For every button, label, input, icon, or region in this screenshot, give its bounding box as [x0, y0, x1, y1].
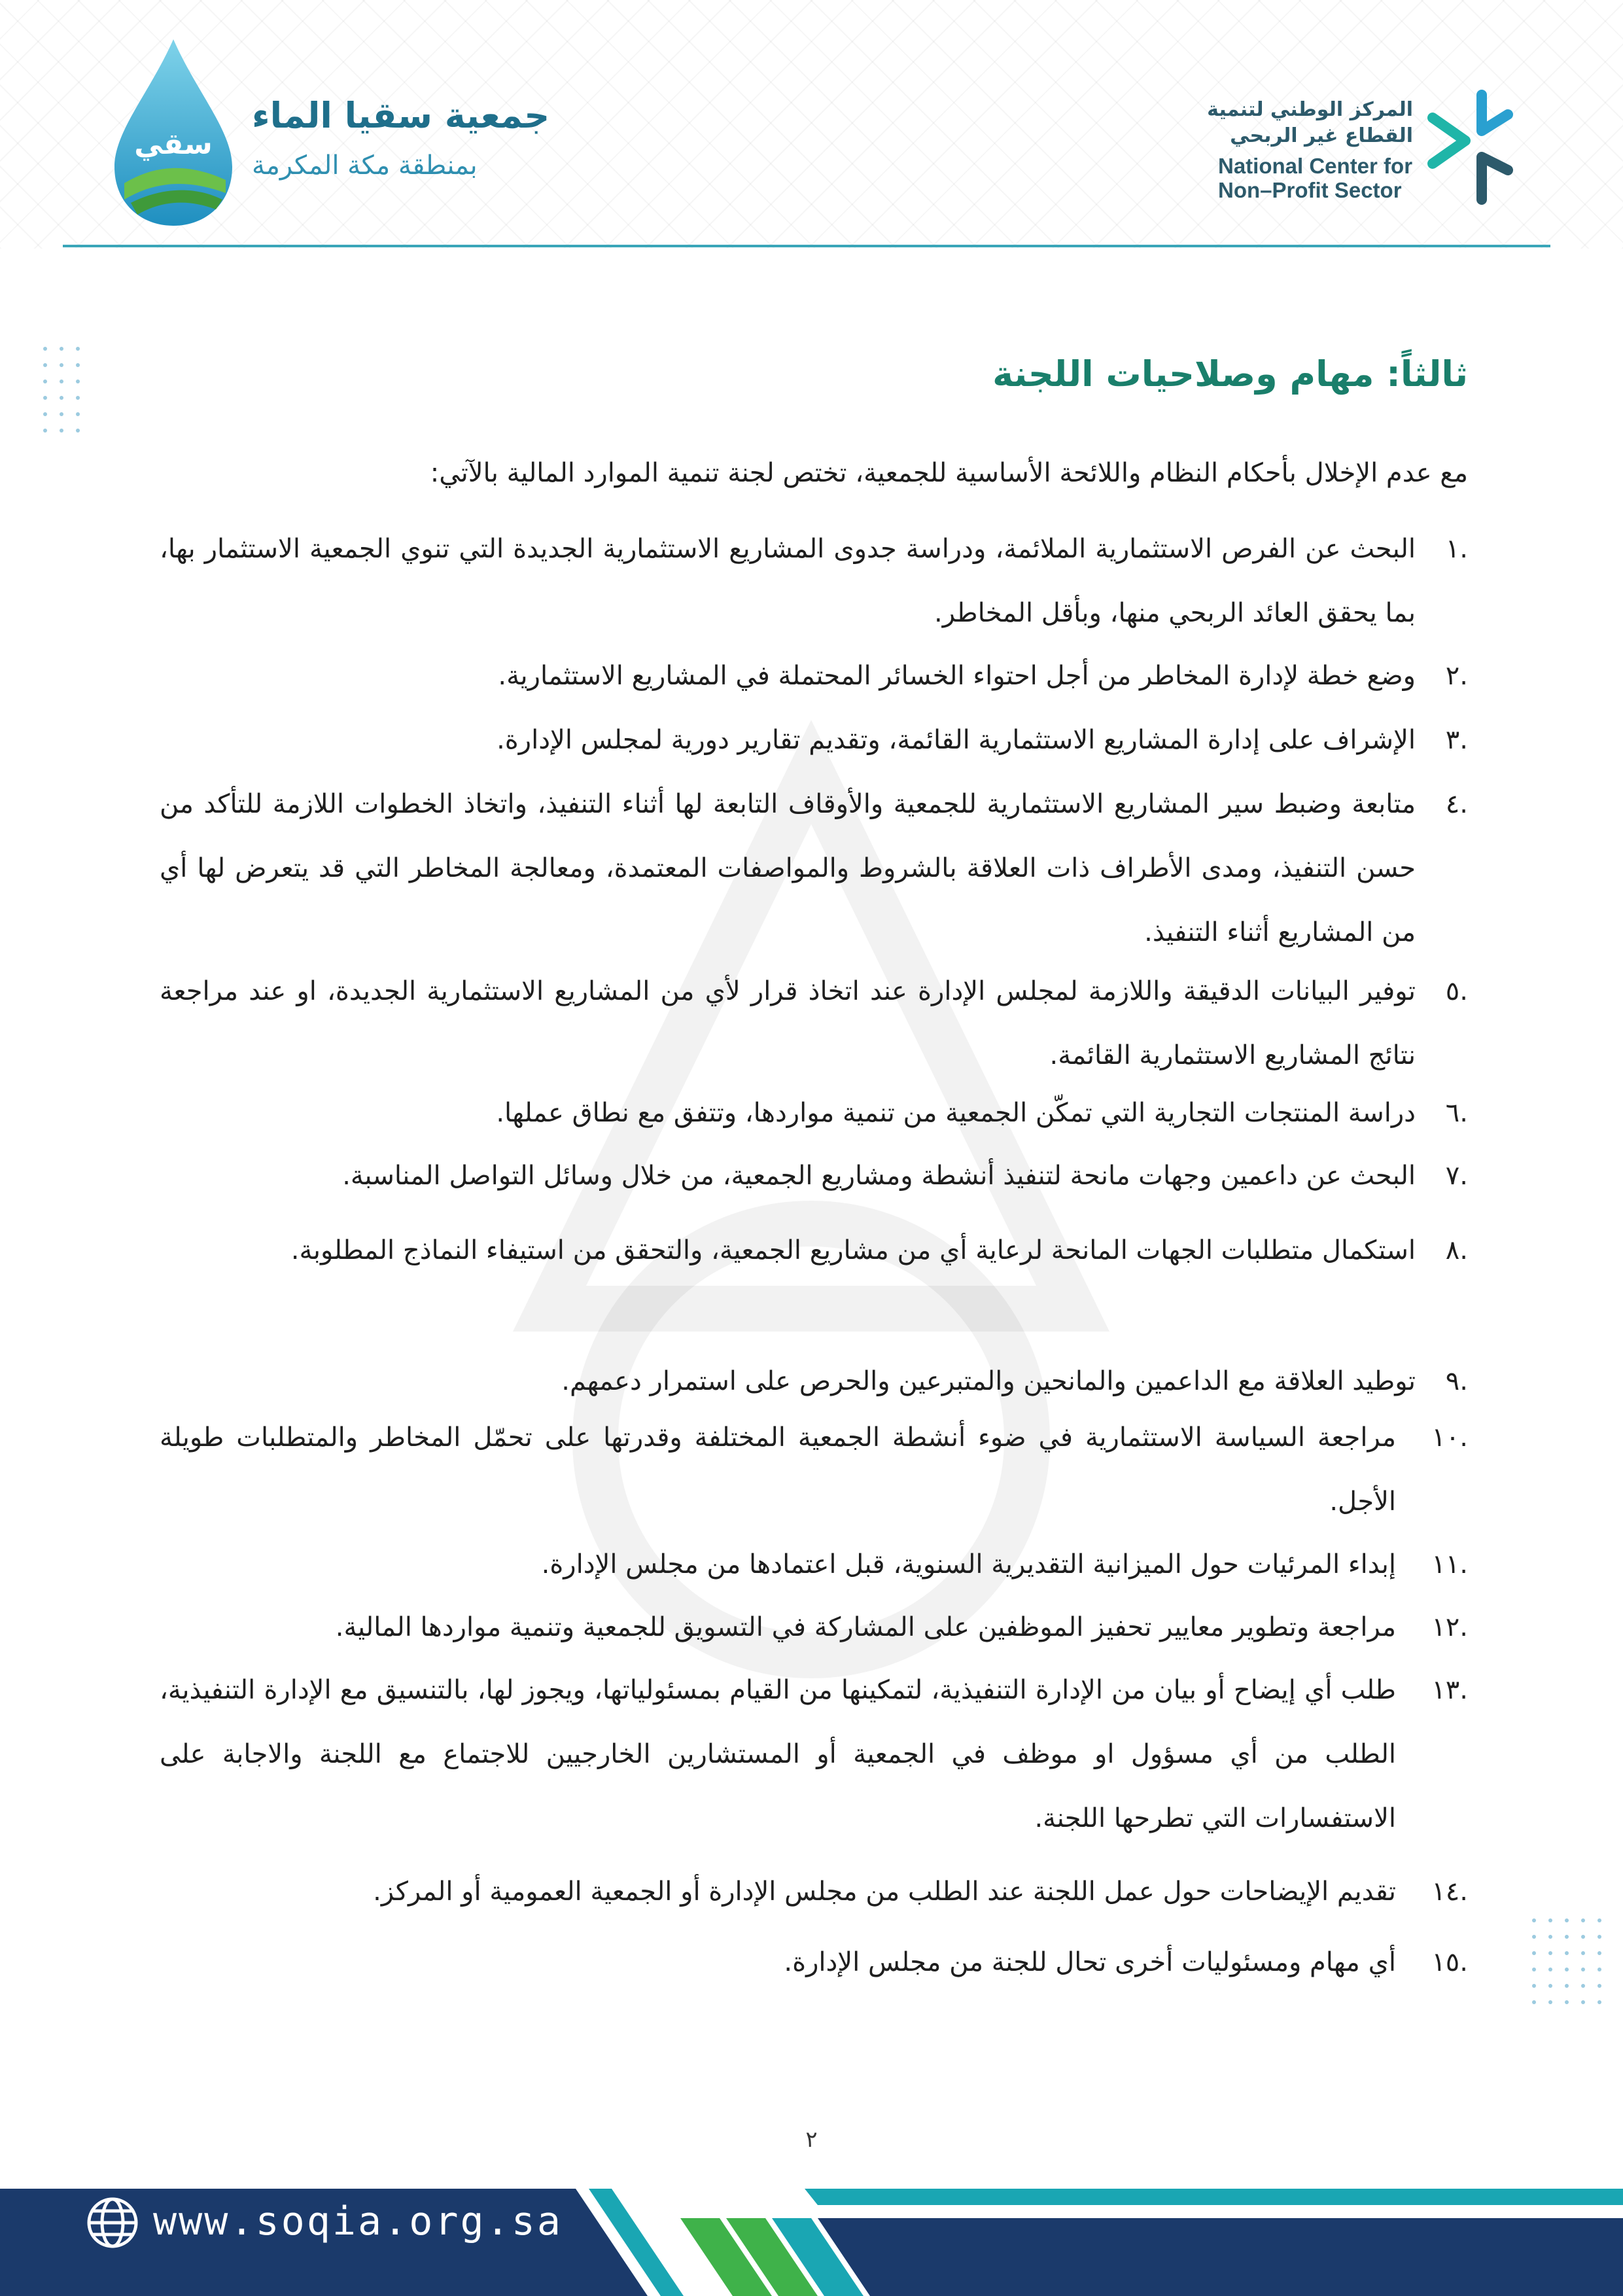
list-item-number: .٦ — [1445, 1098, 1468, 1128]
water-drop-logo-icon — [105, 33, 242, 229]
list-item — [160, 959, 1468, 1087]
list-item — [160, 1349, 1468, 1413]
list-item-number: .٣ — [1445, 725, 1468, 755]
list-item-text: دراسة المنتجات التجارية التي تمكّن الجمعية من تنمية مواردها، وتتفق مع نطاق عملها. — [496, 1098, 1416, 1128]
soqia-drop-text: سقي — [134, 128, 213, 161]
ncnp-arabic-line-1: المركز الوطني لتنمية — [1207, 98, 1413, 121]
list-item — [160, 1930, 1468, 1994]
list-item-number: .٧ — [1445, 1161, 1468, 1191]
list-item — [160, 644, 1468, 708]
list-item-text: مراجعة السياسة الاستثمارية في ضوء أنشطة الجمعية المختلفة وقدرتها على تحمّل المخاطر والمتطلبات طويلة الأجل. — [160, 1422, 1396, 1517]
soqia-region: بمنطقة مكة المكرمة — [252, 150, 478, 181]
list-item-text: مراجعة وتطوير معايير تحفيز الموظفين على المشاركة في التسويق للجمعية وتنمية مواردها المالية. — [335, 1612, 1396, 1642]
section-title: ثالثاً: مهام وصلاحيات اللجنة — [992, 353, 1468, 395]
soqia-name: جمعية سقيا الماء — [252, 95, 550, 136]
header-divider — [63, 245, 1550, 247]
website-link[interactable]: www.soqia.org.sa — [153, 2199, 563, 2244]
ncnp-english-line-1: National Center for — [1218, 154, 1413, 178]
list-item-number: .١٢ — [1431, 1612, 1468, 1642]
list-item — [160, 1860, 1468, 1924]
ncnp-arabic-line-2: القطاع غير الربحي — [1230, 124, 1413, 147]
list-item-text: وضع خطة لإدارة المخاطر من أجل احتواء الخسائر المحتملة في المشاريع الاستثمارية. — [498, 661, 1416, 691]
list-item — [160, 1081, 1468, 1145]
list-item — [160, 517, 1468, 645]
list-item-number: .١ — [1445, 534, 1468, 564]
list-item-text: طلب أي إيضاح أو بيان من الإدارة التنفيذية، لتمكينها من القيام بمسئولياتها، ويجوز لها، بالتنسيق مع الإدارة التنفيذية، الطلب من أي مسؤول او موظف في الجمعية أو المستشارين الخارجيين للاجتماع مع اللجنة والاجابة على الاستفسارات التي تطرحها اللجنة. — [160, 1675, 1396, 1833]
list-item-number: .٨ — [1445, 1235, 1468, 1265]
ncnp-english-line-2: Non–Profit Sector — [1218, 178, 1402, 202]
list-item-text: إبداء المرئيات حول الميزانية التقديرية السنوية، قبل اعتمادها من مجلس الإدارة. — [541, 1549, 1396, 1580]
list-item-text: توفير البيانات الدقيقة واللازمة لمجلس الإدارة عند اتخاذ قرار لأي من المشاريع الاستثمارية الجديدة، او عند مراجعة نتائج المشاريع الاستثمارية القائمة. — [160, 976, 1416, 1070]
list-item-text: الإشراف على إدارة المشاريع الاستثمارية القائمة، وتقديم تقارير دورية لمجلس الإدارة. — [497, 725, 1416, 755]
list-item — [160, 1144, 1468, 1208]
ncnp-mark-icon — [1420, 85, 1518, 209]
list-item-text: البحث عن الفرص الاستثمارية الملائمة، ودراسة جدوى المشاريع الاستثمارية الجديدة التي تنوي الجمعية الاستثمار بها، بما يحقق العائد الربحي منها، وبأقل المخاطر. — [160, 534, 1416, 628]
section-intro: مع عدم الإخلال بأحكام النظام واللائحة الأساسية للجمعية، تختص لجنة تنمية الموارد المالية بالآتي: — [430, 458, 1468, 488]
list-item-number: .٥ — [1445, 976, 1468, 1006]
list-item-number: .١٠ — [1431, 1422, 1468, 1453]
list-item — [160, 1595, 1468, 1659]
page-header — [0, 0, 1623, 249]
ncnp-logo — [1204, 85, 1518, 216]
list-item — [160, 772, 1468, 964]
list-item — [160, 1532, 1468, 1597]
list-item — [160, 1218, 1468, 1282]
list-item — [160, 1405, 1468, 1534]
list-item-number: .١٤ — [1431, 1877, 1468, 1907]
soqia-logo — [105, 33, 563, 236]
list-item-text: متابعة وضبط سير المشاريع الاستثمارية للجمعية والأوقاف التابعة لها أثناء التنفيذ، واتخاذ الخطوات اللازمة للتأكد من حسن التنفيذ، ومدى الأطراف ذات العلاقة بالشروط والمواصفات المعتمدة، ومعالجة المخاطر التي قد يتعرض لها أي من المشاريع أثناء التنفيذ. — [160, 789, 1416, 947]
list-item-number: .٩ — [1445, 1366, 1468, 1396]
list-item-text: استكمال متطلبات الجهات المانحة لرعاية أي من مشاريع الجمعية، والتحقق من استيفاء النماذج المطلوبة. — [290, 1235, 1416, 1265]
list-item-number: .١٥ — [1431, 1947, 1468, 1977]
list-item-text: البحث عن داعمين وجهات مانحة لتنفيذ أنشطة ومشاريع الجمعية، من خلال وسائل التواصل المناسبة. — [342, 1161, 1416, 1191]
list-item-text: تقديم الإيضاحات حول عمل اللجنة عند الطلب من مجلس الإدارة أو الجمعية العمومية أو المركز. — [373, 1877, 1396, 1907]
list-item — [160, 708, 1468, 772]
dot-grid-left — [42, 345, 81, 444]
dot-grid-right — [1531, 1917, 1609, 2009]
list-item-number: .١٣ — [1431, 1675, 1468, 1705]
page-number: ٢ — [805, 2127, 818, 2153]
list-item-number: .٤ — [1445, 789, 1468, 819]
list-item-number: .٢ — [1445, 661, 1468, 691]
list-item — [160, 1658, 1468, 1850]
list-item-number: .١١ — [1431, 1549, 1468, 1580]
globe-icon — [85, 2195, 140, 2250]
list-item-text: توطيد العلاقة مع الداعمين والمانحين والمتبرعين والحرص على استمرار دعمهم. — [561, 1366, 1416, 1396]
list-item-text: أي مهام ومسئوليات أخرى تحال للجنة من مجلس الإدارة. — [784, 1947, 1396, 1977]
